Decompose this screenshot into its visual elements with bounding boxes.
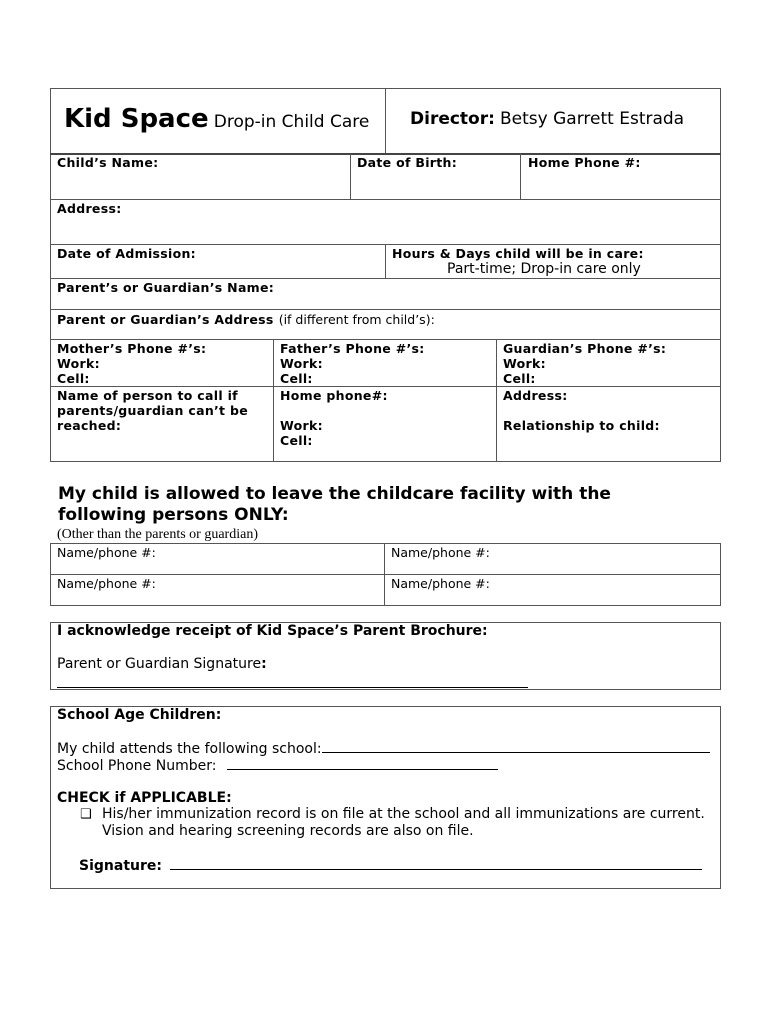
guardian-cell-label: Cell: [503,371,536,386]
emergency-home-phone-label: Home phone#: [280,388,388,403]
emergency-contact-line-1: Name of person to call if [57,388,238,403]
emergency-contact-line-3: reached: [57,418,122,433]
immunization-line-1: His/her immunization record is on file at the school and all immunizations are current. [102,806,705,822]
check-applicable-heading: CHECK if APPLICABLE: [57,790,232,806]
brochure-signature-line[interactable] [57,687,528,688]
date-of-birth-label: Date of Birth: [357,155,458,170]
school-signature-field[interactable] [170,856,702,870]
pickup-name-phone-3: Name/phone #: [57,576,156,591]
checkbox-icon[interactable]: ❑ [80,807,92,822]
pickup-heading-line-2: following persons ONLY: [58,505,289,525]
school-phone-row [57,756,498,775]
emergency-work-label: Work: [280,418,323,433]
home-phone-label: Home Phone #: [528,155,641,170]
guardian-phone-label: Guardian’s Phone #’s: [503,341,667,356]
director [410,109,684,129]
pickup-name-phone-2: Name/phone #: [391,545,490,560]
father-work-label: Work: [280,356,323,371]
school-signature-label: Signature: [79,858,162,874]
immunization-line-2: Vision and hearing screening records are also on file. [102,823,474,839]
hours-days-label: Hours & Days child will be in care: [392,246,644,261]
mother-phone-label: Mother’s Phone #’s: [57,341,207,356]
pickup-heading-line-1: My child is allowed to leave the childcare facility with the [58,484,611,504]
address-label: Address: [57,201,122,216]
relationship-label: Relationship to child: [503,418,660,433]
pickup-name-phone-4: Name/phone #: [391,576,490,591]
director-name: Betsy Garrett Estrada [500,109,685,129]
school-phone-label: School Phone Number: [57,758,217,774]
brochure-signature-label: Parent or Guardian Signature: [57,656,267,672]
father-phone-label: Father’s Phone #’s: [280,341,425,356]
parent-name-label: Parent’s or Guardian’s Name: [57,280,275,295]
school-signature-row [79,856,702,875]
emergency-address-label: Address: [503,388,568,403]
form-title [64,104,369,134]
school-attends-label: My child attends the following school: [57,741,322,757]
guardian-work-label: Work: [503,356,546,371]
date-of-admission-label: Date of Admission: [57,246,196,261]
emergency-cell-label: Cell: [280,433,313,448]
childs-name-label: Child’s Name: [57,155,159,170]
school-phone-field[interactable] [227,756,498,770]
pickup-name-phone-1: Name/phone #: [57,545,156,560]
director-label: Director: [410,109,495,129]
mother-work-label: Work: [57,356,100,371]
brand-name: Kid Space [64,104,209,134]
emergency-contact-line-2: parents/guardian can’t be [57,403,249,418]
care-type-value: Part-time; Drop-in care only [447,261,641,277]
mother-cell-label: Cell: [57,371,90,386]
school-name-field[interactable] [322,739,710,753]
father-cell-label: Cell: [280,371,313,386]
pickup-note: (Other than the parents or guardian) [57,527,258,542]
school-heading: School Age Children: [57,707,222,723]
brochure-heading: I acknowledge receipt of Kid Space’s Parent Brochure: [57,623,488,639]
parent-address-label: Parent or Guardian’s Address (if different from child’s): [57,312,435,327]
brand-subtitle: Drop-in Child Care [213,112,370,132]
